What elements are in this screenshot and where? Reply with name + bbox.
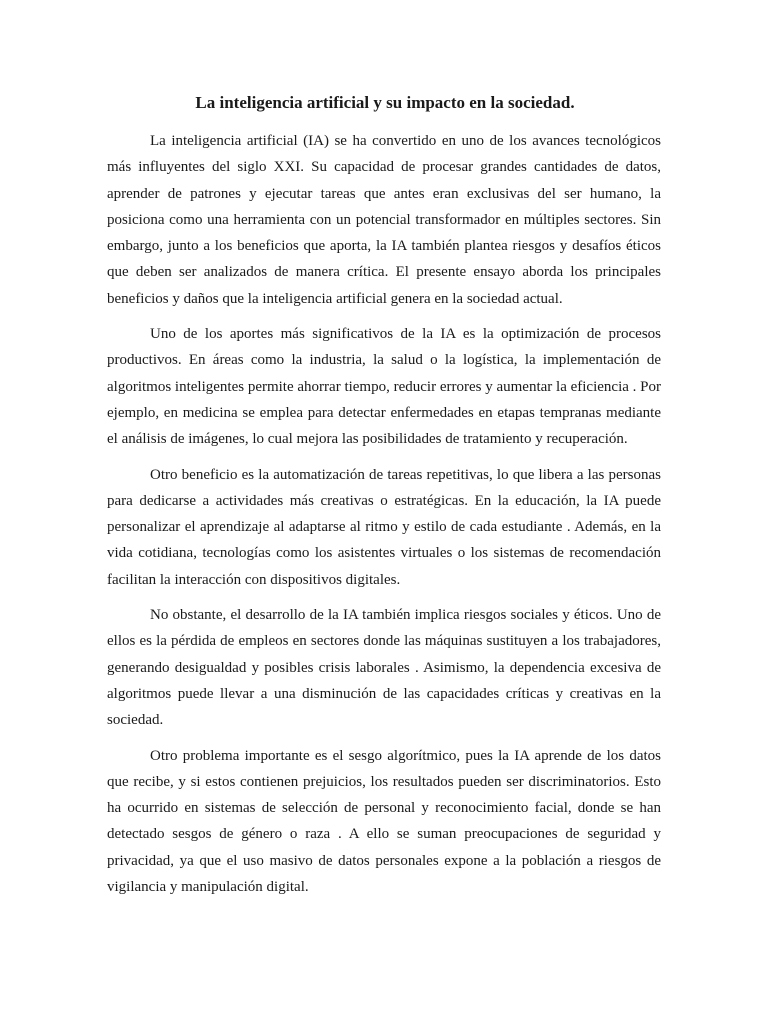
paragraph-automation: Otro beneficio es la automatización de tareas repetitivas, lo que libera a las personas para dedicarse a actividades más creativas o estratégicas. En la educación, la IA puede personalizar el aprendizaje al adaptarse al ritmo y estilo de cada estudiante . Además, en la vida cotidiana, tecnologías como los asistentes virtuales o los sistemas de recomendación facilitan la interacción con dispositivos digitales.: [107, 466, 661, 588]
document-title: La inteligencia artificial y su impacto en la sociedad.: [195, 93, 575, 112]
paragraph-process-optimization: Uno de los aportes más significativos de la IA es la optimización de procesos productivos. En áreas como la industria, la salud o la logística, la implementación de algoritmos inteligentes permite ahorrar tiempo, reducir errores y aumentar la eficiencia . Por ejemplo, en medicina se emplea para detectar enfermedades en etapas tempranas mediante el análisis de imágenes, lo cual mejora las posibilidades de tratamiento y recuperación.: [107, 326, 661, 448]
paragraph-social-risks: No obstante, el desarrollo de la IA también implica riesgos sociales y éticos. Uno de ellos es la pérdida de empleos en sectores donde las máquinas sustituyen a los trabajadores, generando desigualdad y posibles crisis laborales . Asimismo, la dependencia excesiva de algoritmos puede llevar a una disminución de las capacidades críticas y creativas en la sociedad.: [107, 607, 661, 729]
paragraph-algorithmic-bias: Otro problema importante es el sesgo algorítmico, pues la IA aprende de los datos que recibe, y si estos contienen prejuicios, los resultados pueden ser discriminatorios. Esto ha ocurrido en sistemas de selección de personal y reconocimiento facial, donde se han detectado sesgos de género o raza . A ello se suman preocupaciones de seguridad y privacidad, ya que el uso masivo de datos personales expone a la población a riesgos de vigilancia y manipulación digital.: [107, 747, 661, 896]
paragraph-introduction: La inteligencia artificial (IA) se ha convertido en uno de los avances tecnológicos más influyentes del siglo XXI. Su capacidad de procesar grandes cantidades de datos, aprender de patrones y ejecutar tareas que antes eran exclusivas del ser humano, la posiciona como una herramienta con un potencial transformador en múltiples sectores. Sin embargo, junto a los beneficios que aporta, la IA también plantea riesgos y desafíos éticos que deben ser analizados de manera crítica. El presente ensayo aborda los principales beneficios y daños que la inteligencia artificial genera en la sociedad actual.: [107, 133, 661, 307]
document-page: [107, 92, 661, 909]
